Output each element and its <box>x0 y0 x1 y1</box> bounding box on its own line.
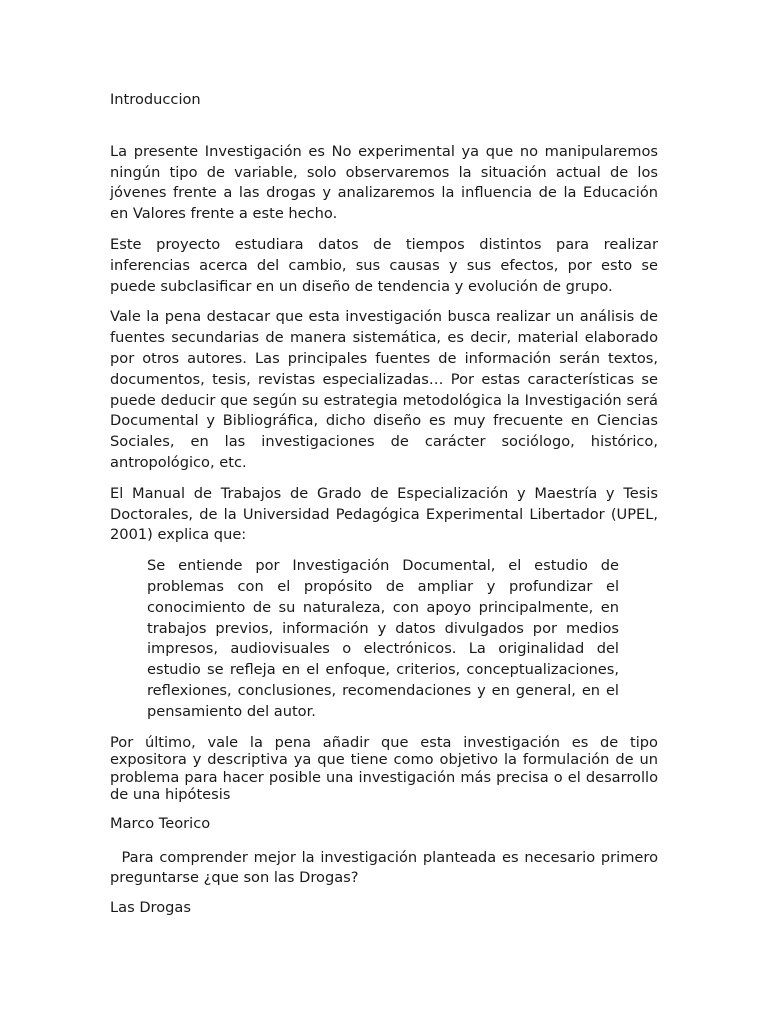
marco-teorico-heading: Marco Teorico <box>110 814 211 832</box>
paragraph-upel-intro: El Manual de Trabajos de Grado de Especialización y Maestría y Tesis Doctorales, de la Universidad Pedagógica Experimental Libertador (UPEL, 2001) explica que: <box>110 484 658 544</box>
paragraph-closing: Por último, vale la pena añadir que esta investigación es de tipo expositora y descriptiva ya que tiene como objetivo la formulación de un problema para hacer posible una investigación más precisa o el desarrollo de una hipótesis <box>110 733 658 804</box>
intro-heading: Introduccion <box>110 91 201 108</box>
paragraph-documental: Vale la pena destacar que esta investigación busca realizar un análisis de fuentes secundarias de manera sistemática, es decir, material elaborado por otros autores. Las principales fuentes de información serán textos, documentos, tesis, revistas especializadas… Por estas características se puede deducir que según su estrategia metodológica la Investigación será Documental y Bibliográfica, dicho diseño es muy frecuente en Ciencias Sociales, en las investigaciones de carácter sociólogo, histórico, antropológico, etc. <box>110 308 658 471</box>
document-page <box>110 90 663 919</box>
block-quote: Se entiende por Investigación Documental, el estudio de problemas con el propósito de ampliar y profundizar el conocimiento de su naturaleza, con apoyo principalmente, en trabajos previos, información y datos divulgados por medios impresos, audiovisuales o electrónicos. La originalidad del estudio se refleja en el enfoque, criterios, conceptualizaciones, reflexiones, conclusiones, recomendaciones y en general, en el pensamiento del autor. <box>147 557 619 720</box>
paragraph-non-experimental: La presente Investigación es No experimental ya que no manipularemos ningún tipo de variable, solo observaremos la situación actual de los jóvenes frente a las drogas y analizaremos la influencia de la Educación en Valores frente a este hecho. <box>110 142 658 223</box>
las-drogas-heading: Las Drogas <box>110 899 191 917</box>
paragraph-marco: Para comprender mejor la investigación planteada es necesario primero preguntarse ¿que son las Drogas? <box>110 849 663 887</box>
paragraph-trend-design: Este proyecto estudiara datos de tiempos distintos para realizar inferencias acerca del cambio, sus causas y sus efectos, por esto se puede subclasificar en un diseño de tendencia y evolución de grupo. <box>110 235 658 295</box>
